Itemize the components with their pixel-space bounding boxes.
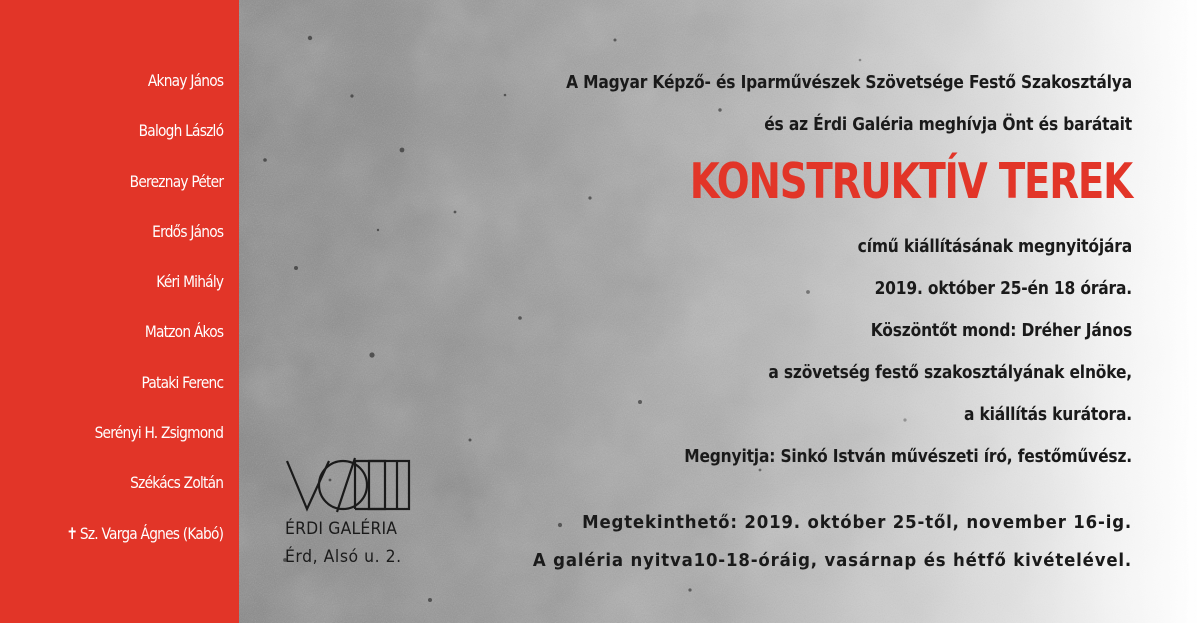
invitation-text [372,62,1132,580]
gallery-logo-icon [285,457,415,517]
exhibition-title: KONSTRUKTÍV TEREK [689,153,1132,210]
artist-name: Erdős János [151,221,223,241]
artist-name-memorial [66,525,223,575]
artist-name: Sz. Varga Ágnes (Kabó) [79,523,224,543]
artist-name: Székács Zoltán [129,473,223,493]
organizer-line: A Magyar Képző- és Iparművészek Szövetsége Festő Szakosztálya [566,72,1132,93]
visiting-info [372,504,1132,580]
opening-details [372,226,1132,478]
artist-name: Balogh László [138,121,223,141]
gallery-logo [285,457,415,577]
speaker-role-2: a kiállítás kurátora. [963,404,1132,425]
artist-sidebar [0,0,239,623]
artist-name: Matzon Ákos [144,322,223,342]
artist-name: Pataki Ferenc [141,372,223,392]
artist-name: Serényi H. Zsigmond [94,423,223,443]
artist-name: Bereznay Péter [129,171,223,191]
gallery-name: ÉRDI GALÉRIA [285,519,398,539]
gallery-address: Érd, Alsó u. 2. [285,547,402,567]
artist-name: Aknay János [147,71,223,90]
invite-line: és az Érdi Galéria meghívja Önt és barátait [764,114,1132,135]
viewing-dates: Megtekinthető: 2019. október 25-től, november 16-ig. [582,512,1132,533]
opener-line: Megnyitja: Sinkó István művészeti író, festőművész. [684,446,1132,467]
artist-list [41,72,223,575]
opening-hours: A galéria nyitva10-18-óráig, vasárnap és hétfő kivételével. [532,550,1132,571]
greeting-speaker: Köszöntőt mond: Dréher János [870,320,1132,341]
artist-name: Kéri Mihály [156,272,223,292]
opening-line: című kiállításának megnyitójára [857,236,1132,257]
opening-date: 2019. október 25-én 18 órára. [874,278,1132,299]
speaker-role: a szövetség festő szakosztályának elnöke, [768,362,1132,383]
memorial-cross-icon: ✝ [66,523,78,543]
